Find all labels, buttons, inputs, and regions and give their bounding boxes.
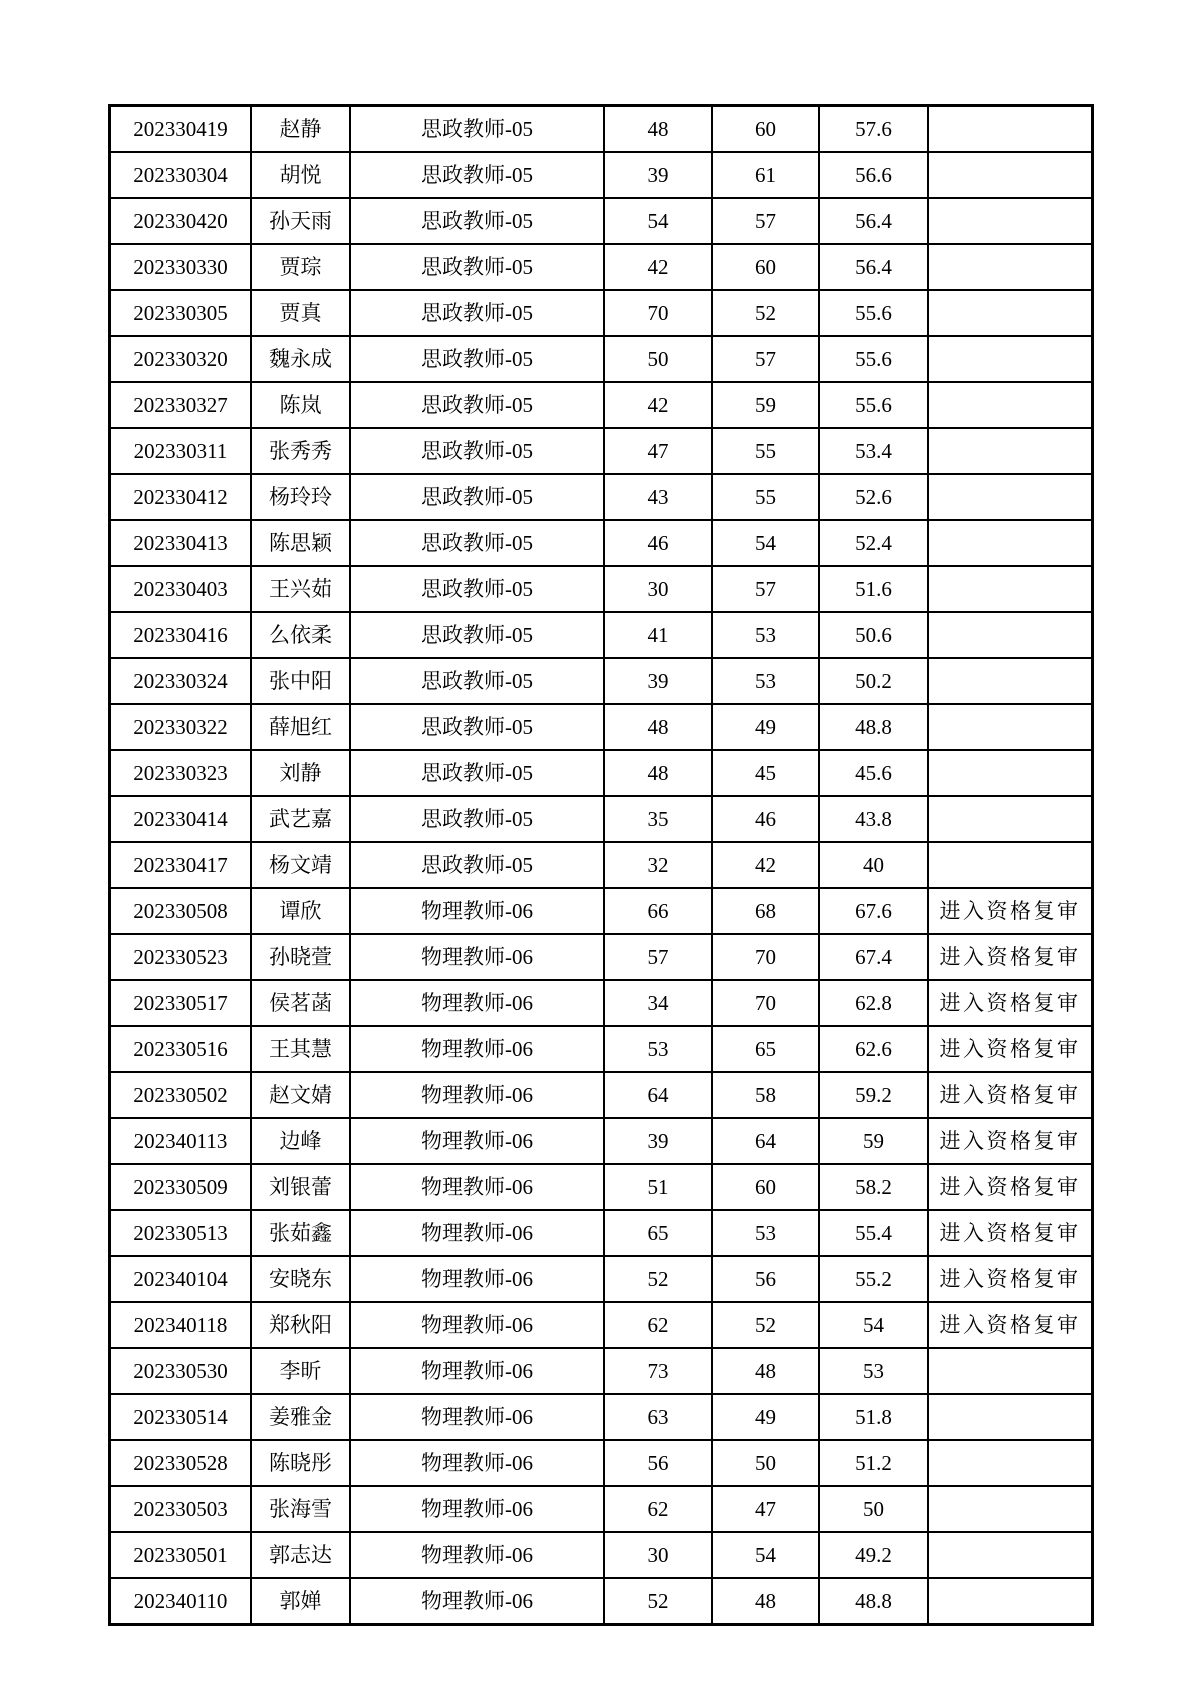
table-row [110, 1578, 1093, 1625]
written-score-cell: 65 [604, 1210, 712, 1256]
written-score-cell: 63 [604, 1394, 712, 1440]
candidate-id-cell: 202330508 [110, 888, 252, 934]
total-score-cell: 55.6 [819, 382, 928, 428]
candidate-name-cell: 张秀秀 [251, 428, 350, 474]
table-row [110, 428, 1093, 474]
total-score-cell: 62.6 [819, 1026, 928, 1072]
interview-score-cell: 54 [712, 520, 819, 566]
review-status-cell: 进入资格复审 [928, 1210, 1093, 1256]
candidate-name-cell: 赵文婧 [251, 1072, 350, 1118]
total-score-cell: 57.6 [819, 106, 928, 153]
table-row [110, 1118, 1093, 1164]
candidate-id-cell: 202330513 [110, 1210, 252, 1256]
candidate-id-cell: 202340113 [110, 1118, 252, 1164]
table-row [110, 474, 1093, 520]
candidate-name-cell: 王其慧 [251, 1026, 350, 1072]
total-score-cell: 56.6 [819, 152, 928, 198]
position-cell: 思政教师-05 [350, 612, 604, 658]
review-status-cell [928, 704, 1093, 750]
table-row [110, 566, 1093, 612]
candidate-name-cell: 孙晓萱 [251, 934, 350, 980]
interview-score-cell: 60 [712, 244, 819, 290]
review-status-cell [928, 1394, 1093, 1440]
review-status-cell: 进入资格复审 [928, 1026, 1093, 1072]
candidate-name-cell: 陈晓彤 [251, 1440, 350, 1486]
written-score-cell: 73 [604, 1348, 712, 1394]
total-score-cell: 50 [819, 1486, 928, 1532]
review-status-cell [928, 1578, 1093, 1625]
review-status-cell: 进入资格复审 [928, 1256, 1093, 1302]
interview-score-cell: 65 [712, 1026, 819, 1072]
candidate-id-cell: 202330509 [110, 1164, 252, 1210]
total-score-cell: 53.4 [819, 428, 928, 474]
total-score-cell: 52.6 [819, 474, 928, 520]
review-status-cell [928, 796, 1093, 842]
candidate-name-cell: 孙天雨 [251, 198, 350, 244]
written-score-cell: 51 [604, 1164, 712, 1210]
review-status-cell [928, 290, 1093, 336]
total-score-cell: 56.4 [819, 198, 928, 244]
written-score-cell: 48 [604, 750, 712, 796]
position-cell: 思政教师-05 [350, 198, 604, 244]
score-table-body [110, 106, 1093, 1625]
interview-score-cell: 53 [712, 1210, 819, 1256]
review-status-cell [928, 1532, 1093, 1578]
candidate-name-cell: 贾琮 [251, 244, 350, 290]
interview-score-cell: 55 [712, 428, 819, 474]
interview-score-cell: 60 [712, 106, 819, 153]
interview-score-cell: 50 [712, 1440, 819, 1486]
total-score-cell: 52.4 [819, 520, 928, 566]
interview-score-cell: 48 [712, 1348, 819, 1394]
table-row [110, 888, 1093, 934]
total-score-cell: 53 [819, 1348, 928, 1394]
interview-score-cell: 56 [712, 1256, 819, 1302]
interview-score-cell: 45 [712, 750, 819, 796]
written-score-cell: 46 [604, 520, 712, 566]
candidate-name-cell: 陈岚 [251, 382, 350, 428]
position-cell: 物理教师-06 [350, 1302, 604, 1348]
position-cell: 思政教师-05 [350, 750, 604, 796]
table-row [110, 1532, 1093, 1578]
candidate-name-cell: 张茹鑫 [251, 1210, 350, 1256]
candidate-id-cell: 202330412 [110, 474, 252, 520]
written-score-cell: 64 [604, 1072, 712, 1118]
interview-score-cell: 52 [712, 290, 819, 336]
written-score-cell: 30 [604, 566, 712, 612]
candidate-id-cell: 202330413 [110, 520, 252, 566]
interview-score-cell: 47 [712, 1486, 819, 1532]
written-score-cell: 43 [604, 474, 712, 520]
candidate-id-cell: 202330304 [110, 152, 252, 198]
review-status-cell [928, 152, 1093, 198]
candidate-name-cell: 张中阳 [251, 658, 350, 704]
position-cell: 思政教师-05 [350, 382, 604, 428]
total-score-cell: 43.8 [819, 796, 928, 842]
written-score-cell: 42 [604, 382, 712, 428]
written-score-cell: 32 [604, 842, 712, 888]
total-score-cell: 55.4 [819, 1210, 928, 1256]
review-status-cell [928, 566, 1093, 612]
written-score-cell: 42 [604, 244, 712, 290]
written-score-cell: 48 [604, 704, 712, 750]
table-row [110, 612, 1093, 658]
review-status-cell [928, 1486, 1093, 1532]
table-row [110, 198, 1093, 244]
total-score-cell: 50.6 [819, 612, 928, 658]
position-cell: 思政教师-05 [350, 842, 604, 888]
table-row [110, 520, 1093, 566]
total-score-cell: 59.2 [819, 1072, 928, 1118]
total-score-cell: 49.2 [819, 1532, 928, 1578]
interview-score-cell: 57 [712, 566, 819, 612]
candidate-id-cell: 202330523 [110, 934, 252, 980]
written-score-cell: 48 [604, 106, 712, 153]
position-cell: 物理教师-06 [350, 980, 604, 1026]
table-row [110, 1394, 1093, 1440]
review-status-cell [928, 336, 1093, 382]
interview-score-cell: 58 [712, 1072, 819, 1118]
position-cell: 思政教师-05 [350, 428, 604, 474]
total-score-cell: 51.8 [819, 1394, 928, 1440]
interview-score-cell: 68 [712, 888, 819, 934]
position-cell: 思政教师-05 [350, 520, 604, 566]
candidate-id-cell: 202330502 [110, 1072, 252, 1118]
written-score-cell: 39 [604, 152, 712, 198]
candidate-name-cell: 王兴茹 [251, 566, 350, 612]
review-status-cell: 进入资格复审 [928, 1118, 1093, 1164]
candidate-id-cell: 202330514 [110, 1394, 252, 1440]
review-status-cell [928, 1348, 1093, 1394]
candidate-name-cell: 陈思颖 [251, 520, 350, 566]
position-cell: 物理教师-06 [350, 1164, 604, 1210]
interview-score-cell: 61 [712, 152, 819, 198]
written-score-cell: 62 [604, 1486, 712, 1532]
review-status-cell [928, 612, 1093, 658]
candidate-name-cell: 安晓东 [251, 1256, 350, 1302]
total-score-cell: 56.4 [819, 244, 928, 290]
candidate-name-cell: 胡悦 [251, 152, 350, 198]
review-status-cell: 进入资格复审 [928, 1072, 1093, 1118]
review-status-cell [928, 474, 1093, 520]
review-status-cell [928, 750, 1093, 796]
position-cell: 物理教师-06 [350, 1532, 604, 1578]
candidate-id-cell: 202330419 [110, 106, 252, 153]
written-score-cell: 50 [604, 336, 712, 382]
total-score-cell: 54 [819, 1302, 928, 1348]
candidate-id-cell: 202330503 [110, 1486, 252, 1532]
candidate-name-cell: 杨玲玲 [251, 474, 350, 520]
candidate-id-cell: 202330417 [110, 842, 252, 888]
written-score-cell: 66 [604, 888, 712, 934]
written-score-cell: 34 [604, 980, 712, 1026]
candidate-id-cell: 202330414 [110, 796, 252, 842]
total-score-cell: 48.8 [819, 1578, 928, 1625]
interview-score-cell: 48 [712, 1578, 819, 1625]
position-cell: 物理教师-06 [350, 1210, 604, 1256]
total-score-cell: 67.6 [819, 888, 928, 934]
position-cell: 思政教师-05 [350, 336, 604, 382]
interview-score-cell: 59 [712, 382, 819, 428]
interview-score-cell: 52 [712, 1302, 819, 1348]
interview-score-cell: 53 [712, 658, 819, 704]
candidate-id-cell: 202330323 [110, 750, 252, 796]
total-score-cell: 55.6 [819, 290, 928, 336]
table-row [110, 1440, 1093, 1486]
review-status-cell [928, 428, 1093, 474]
candidate-id-cell: 202330330 [110, 244, 252, 290]
written-score-cell: 41 [604, 612, 712, 658]
candidate-id-cell: 202330420 [110, 198, 252, 244]
interview-score-cell: 70 [712, 934, 819, 980]
candidate-id-cell: 202330305 [110, 290, 252, 336]
candidate-score-table [108, 104, 1094, 1626]
candidate-name-cell: 薛旭红 [251, 704, 350, 750]
table-row [110, 152, 1093, 198]
table-row [110, 1072, 1093, 1118]
written-score-cell: 39 [604, 1118, 712, 1164]
table-row [110, 1348, 1093, 1394]
candidate-id-cell: 202330517 [110, 980, 252, 1026]
candidate-name-cell: 姜雅金 [251, 1394, 350, 1440]
table-row [110, 704, 1093, 750]
table-row [110, 1164, 1093, 1210]
table-row [110, 1302, 1093, 1348]
review-status-cell: 进入资格复审 [928, 1302, 1093, 1348]
table-row [110, 1210, 1093, 1256]
table-row [110, 1256, 1093, 1302]
interview-score-cell: 54 [712, 1532, 819, 1578]
review-status-cell: 进入资格复审 [928, 980, 1093, 1026]
position-cell: 物理教师-06 [350, 1026, 604, 1072]
written-score-cell: 52 [604, 1256, 712, 1302]
interview-score-cell: 55 [712, 474, 819, 520]
position-cell: 思政教师-05 [350, 290, 604, 336]
candidate-name-cell: 张海雪 [251, 1486, 350, 1532]
written-score-cell: 30 [604, 1532, 712, 1578]
written-score-cell: 52 [604, 1578, 712, 1625]
position-cell: 物理教师-06 [350, 1118, 604, 1164]
table-row [110, 336, 1093, 382]
candidate-name-cell: 么依柔 [251, 612, 350, 658]
table-row [110, 934, 1093, 980]
written-score-cell: 70 [604, 290, 712, 336]
review-status-cell [928, 244, 1093, 290]
candidate-name-cell: 郑秋阳 [251, 1302, 350, 1348]
review-status-cell [928, 842, 1093, 888]
total-score-cell: 50.2 [819, 658, 928, 704]
candidate-name-cell: 刘银蕾 [251, 1164, 350, 1210]
candidate-name-cell: 侯茗菡 [251, 980, 350, 1026]
candidate-name-cell: 杨文靖 [251, 842, 350, 888]
table-row [110, 244, 1093, 290]
position-cell: 物理教师-06 [350, 888, 604, 934]
position-cell: 物理教师-06 [350, 1256, 604, 1302]
interview-score-cell: 49 [712, 704, 819, 750]
table-row [110, 1026, 1093, 1072]
candidate-id-cell: 202330322 [110, 704, 252, 750]
position-cell: 思政教师-05 [350, 152, 604, 198]
candidate-id-cell: 202330320 [110, 336, 252, 382]
interview-score-cell: 57 [712, 336, 819, 382]
candidate-id-cell: 202340110 [110, 1578, 252, 1625]
written-score-cell: 54 [604, 198, 712, 244]
position-cell: 思政教师-05 [350, 474, 604, 520]
written-score-cell: 39 [604, 658, 712, 704]
total-score-cell: 62.8 [819, 980, 928, 1026]
candidate-id-cell: 202330530 [110, 1348, 252, 1394]
review-status-cell: 进入资格复审 [928, 934, 1093, 980]
position-cell: 物理教师-06 [350, 1486, 604, 1532]
candidate-name-cell: 郭志达 [251, 1532, 350, 1578]
review-status-cell [928, 198, 1093, 244]
table-row [110, 106, 1093, 153]
candidate-name-cell: 魏永成 [251, 336, 350, 382]
candidate-id-cell: 202330311 [110, 428, 252, 474]
interview-score-cell: 53 [712, 612, 819, 658]
candidate-name-cell: 李昕 [251, 1348, 350, 1394]
interview-score-cell: 46 [712, 796, 819, 842]
candidate-id-cell: 202330327 [110, 382, 252, 428]
table-row [110, 750, 1093, 796]
position-cell: 物理教师-06 [350, 1394, 604, 1440]
position-cell: 物理教师-06 [350, 1578, 604, 1625]
candidate-id-cell: 202330403 [110, 566, 252, 612]
position-cell: 思政教师-05 [350, 566, 604, 612]
total-score-cell: 55.2 [819, 1256, 928, 1302]
total-score-cell: 45.6 [819, 750, 928, 796]
table-row [110, 658, 1093, 704]
total-score-cell: 67.4 [819, 934, 928, 980]
table-row [110, 842, 1093, 888]
written-score-cell: 57 [604, 934, 712, 980]
table-row [110, 796, 1093, 842]
position-cell: 物理教师-06 [350, 1072, 604, 1118]
candidate-id-cell: 202330528 [110, 1440, 252, 1486]
review-status-cell: 进入资格复审 [928, 1164, 1093, 1210]
interview-score-cell: 42 [712, 842, 819, 888]
table-row [110, 1486, 1093, 1532]
written-score-cell: 62 [604, 1302, 712, 1348]
position-cell: 思政教师-05 [350, 244, 604, 290]
total-score-cell: 55.6 [819, 336, 928, 382]
interview-score-cell: 64 [712, 1118, 819, 1164]
position-cell: 思政教师-05 [350, 106, 604, 153]
total-score-cell: 58.2 [819, 1164, 928, 1210]
review-status-cell [928, 1440, 1093, 1486]
table-row [110, 980, 1093, 1026]
total-score-cell: 59 [819, 1118, 928, 1164]
candidate-id-cell: 202340118 [110, 1302, 252, 1348]
interview-score-cell: 57 [712, 198, 819, 244]
interview-score-cell: 70 [712, 980, 819, 1026]
candidate-name-cell: 贾真 [251, 290, 350, 336]
written-score-cell: 35 [604, 796, 712, 842]
candidate-name-cell: 武艺嘉 [251, 796, 350, 842]
candidate-name-cell: 郭婵 [251, 1578, 350, 1625]
candidate-name-cell: 谭欣 [251, 888, 350, 934]
table-row [110, 290, 1093, 336]
total-score-cell: 48.8 [819, 704, 928, 750]
review-status-cell [928, 658, 1093, 704]
review-status-cell: 进入资格复审 [928, 888, 1093, 934]
candidate-id-cell: 202330516 [110, 1026, 252, 1072]
candidate-id-cell: 202330501 [110, 1532, 252, 1578]
review-status-cell [928, 520, 1093, 566]
position-cell: 思政教师-05 [350, 796, 604, 842]
position-cell: 物理教师-06 [350, 1348, 604, 1394]
review-status-cell [928, 382, 1093, 428]
candidate-id-cell: 202330416 [110, 612, 252, 658]
candidate-id-cell: 202340104 [110, 1256, 252, 1302]
total-score-cell: 51.6 [819, 566, 928, 612]
interview-score-cell: 49 [712, 1394, 819, 1440]
position-cell: 物理教师-06 [350, 1440, 604, 1486]
position-cell: 思政教师-05 [350, 704, 604, 750]
candidate-id-cell: 202330324 [110, 658, 252, 704]
candidate-name-cell: 赵静 [251, 106, 350, 153]
table-row [110, 382, 1093, 428]
position-cell: 物理教师-06 [350, 934, 604, 980]
review-status-cell [928, 106, 1093, 153]
written-score-cell: 47 [604, 428, 712, 474]
written-score-cell: 56 [604, 1440, 712, 1486]
interview-score-cell: 60 [712, 1164, 819, 1210]
total-score-cell: 40 [819, 842, 928, 888]
position-cell: 思政教师-05 [350, 658, 604, 704]
candidate-name-cell: 边峰 [251, 1118, 350, 1164]
candidate-name-cell: 刘静 [251, 750, 350, 796]
written-score-cell: 53 [604, 1026, 712, 1072]
total-score-cell: 51.2 [819, 1440, 928, 1486]
